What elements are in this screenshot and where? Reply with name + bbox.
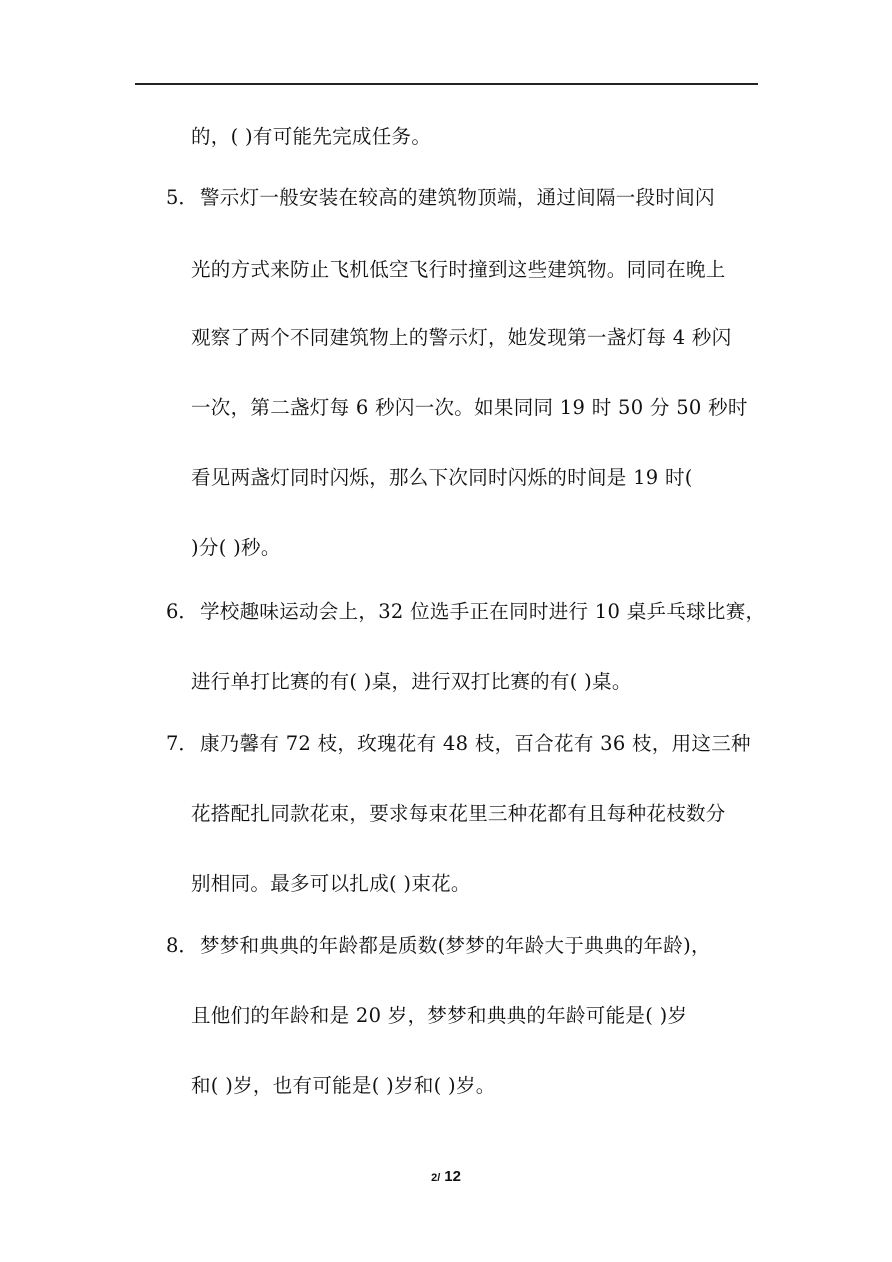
header-rule [135, 83, 758, 85]
text-line: 别相同。最多可以扎成( )束花。 [191, 872, 471, 895]
text-line: 看见两盏灯同时闪烁，那么下次同时闪烁的时间是 19 时( [191, 466, 693, 489]
text-line: 梦梦和典典的年龄都是质数(梦梦的年龄大于典典的年龄)， [200, 934, 711, 957]
page-total: 12 [444, 1168, 461, 1185]
text-line: 一次，第二盏灯每 6 秒闪一次。如果同同 19 时 50 分 50 秒时 [191, 396, 748, 419]
text-line: 的，( )有可能先完成任务。 [191, 125, 432, 148]
text-line: 学校趣味运动会上，32 位选手正在同时进行 10 桌乒乓球比赛， [200, 600, 766, 623]
text-line: )分( )秒。 [191, 536, 281, 559]
page-separator: / [437, 1172, 441, 1184]
text-line: 花搭配扎同款花束，要求每束花里三种花都有且每种花枝数分 [191, 802, 726, 825]
text-line: 观察了两个不同建筑物上的警示灯，她发现第一盏灯每 4 秒闪 [191, 326, 732, 349]
page-current: 2 [431, 1172, 438, 1184]
text-line: 进行单打比赛的有( )桌，进行双打比赛的有( )桌。 [191, 670, 632, 693]
question-number-8: 8． [166, 934, 198, 957]
question-number-5: 5． [166, 186, 198, 209]
question-number-6: 6． [166, 600, 198, 623]
page-number [0, 1168, 892, 1186]
text-line: 警示灯一般安装在较高的建筑物顶端，通过间隔一段时间闪 [200, 186, 715, 209]
question-number-7: 7． [166, 732, 198, 755]
text-line: 光的方式来防止飞机低空飞行时撞到这些建筑物。同同在晚上 [191, 258, 726, 281]
text-line: 和( )岁，也有可能是( )岁和( )岁。 [191, 1074, 496, 1097]
text-line: 且他们的年龄和是 20 岁，梦梦和典典的年龄可能是( )岁 [191, 1004, 688, 1027]
text-line: 康乃馨有 72 枝，玫瑰花有 48 枝，百合花有 36 枝，用这三种 [200, 732, 751, 755]
